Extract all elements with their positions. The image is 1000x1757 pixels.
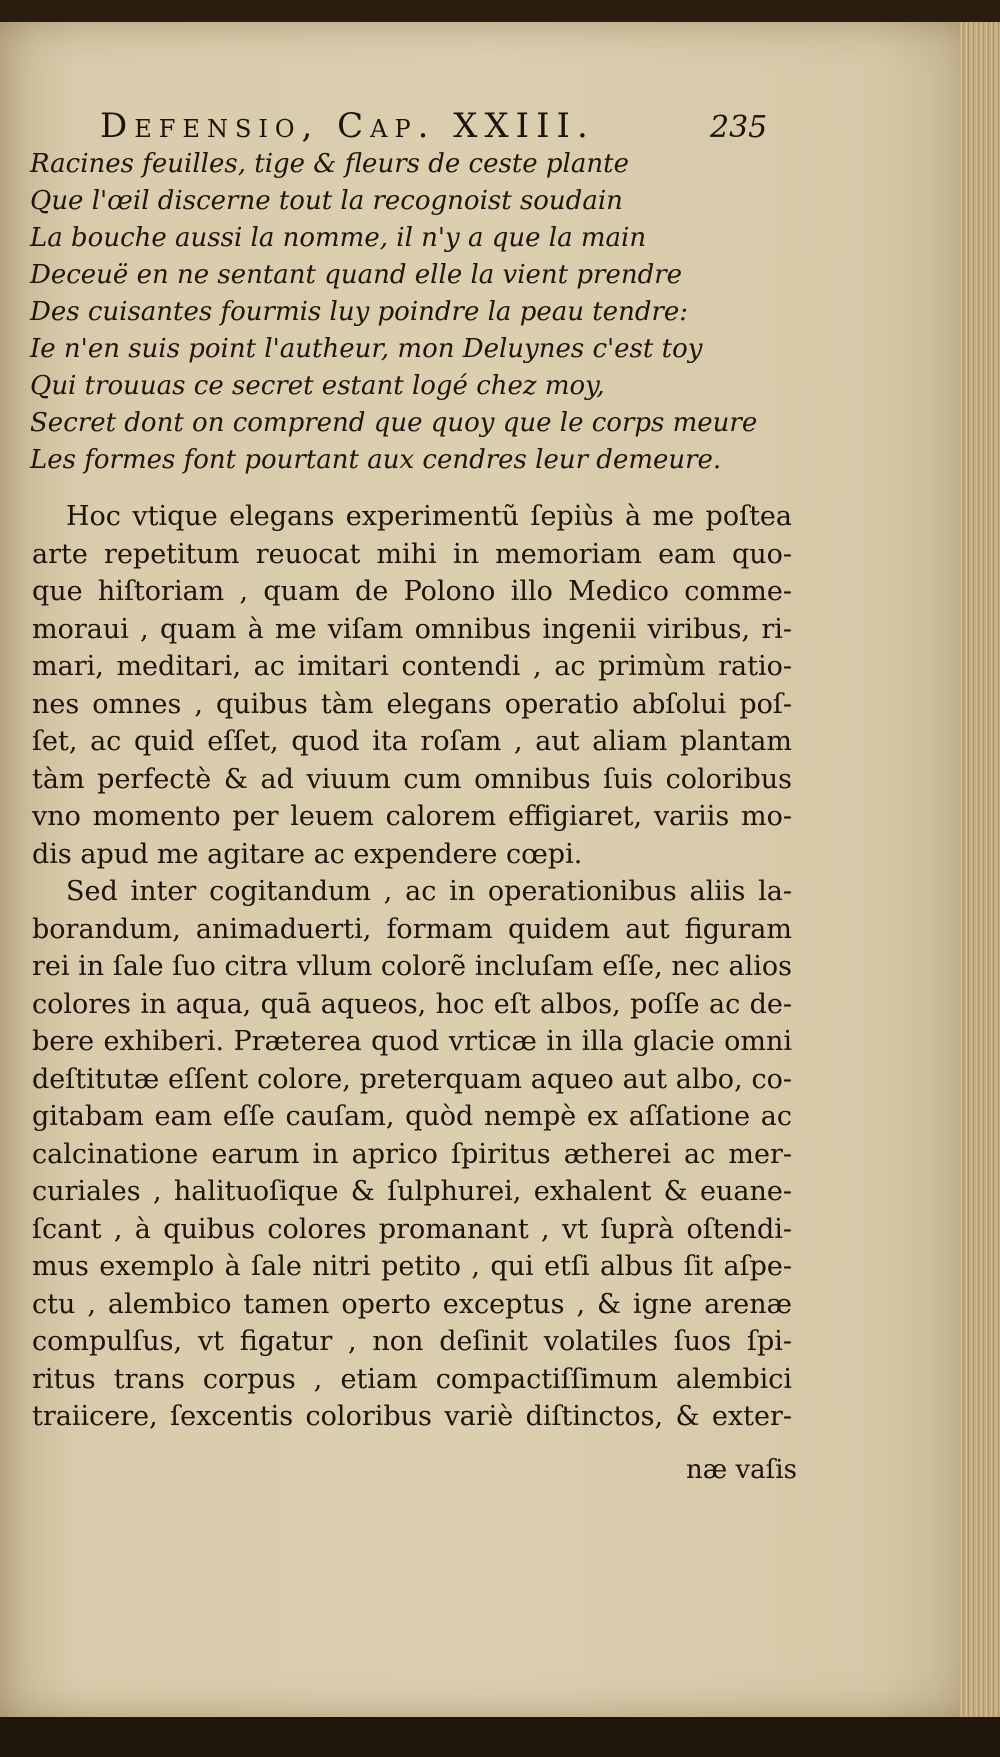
- paragraph-line: nes omnes , quibus tàm elegans operatio abſolui poſ-: [32, 688, 792, 720]
- paragraph-line: bere exhiberi. Præterea quod vrticæ in illa glacie omni: [32, 1026, 792, 1057]
- prose-block: [32, 498, 792, 1436]
- paragraph-line: ctu , alembico tamen operto exceptus , & igne arenæ: [32, 1288, 792, 1320]
- paragraph-line: que hiſtoriam , quam de Polono illo Medico comme-: [32, 576, 792, 607]
- paragraph-line: mus exemplo à ſale nitri petito , qui etſi albus ſit aſpe-: [32, 1251, 792, 1282]
- paragraph-line: moraui , quam à me viſam omnibus ingenii viribus, ri-: [32, 613, 792, 645]
- verse-line: Que l'œil discerne tout la recognoist soudain: [30, 186, 623, 216]
- paragraph-line: arte repetitum reuocat mihi in memoriam eam quo-: [32, 538, 792, 570]
- verse-line: Racines feuilles, tige & fleurs de ceste plante: [30, 149, 629, 179]
- verse-line: Secret dont on comprend que quoy que le corps meure: [30, 408, 758, 438]
- paragraph-line: Hoc vtique elegans experimentũ ſepiùs à me poſtea: [66, 501, 792, 532]
- paragraph-line: borandum, animaduerti, formam quidem aut figuram: [32, 913, 792, 945]
- paragraph-line: ſcant , à quibus colores promanant , vt ſuprà oſtendi-: [32, 1213, 792, 1245]
- paragraph-line: colores in aqua, quā aqueos, hoc eſt albos, poſſe ac de-: [32, 988, 792, 1020]
- paragraph-line: gitabam eam eſſe cauſam, quòd nempè ex aſſatione ac: [32, 1101, 792, 1132]
- verse-line: La bouche aussi la nomme, il n'y a que la main: [30, 223, 647, 253]
- bottom-margin-shadow: [0, 1717, 1000, 1757]
- paragraph-line: tàm perfectè & ad viuum cum omnibus ſuis coloribus: [32, 763, 792, 795]
- paragraph-line: rei in ſale ſuo citra vllum colorẽ incluſam eſſe, nec alios: [32, 951, 792, 982]
- paragraph-line: curiales , halituoſique & ſulphurei, exhalent & euane-: [32, 1176, 792, 1207]
- paragraph-line: calcinatione earum in aprico ſpiritus ætherei ac mer-: [32, 1138, 792, 1170]
- catchword: næ vaſis: [686, 1455, 797, 1485]
- verse-block: [30, 146, 758, 479]
- paragraph-line: dis apud me agitare ac expendere cœpi.: [32, 838, 583, 870]
- paragraph-line: traiicere, ſexcentis coloribus variè diſtinctos, & exter-: [32, 1401, 792, 1432]
- paragraph-line: Sed inter cogitandum , ac in operationibus aliis la-: [66, 876, 792, 907]
- verse-line: Ie n'en suis point l'autheur, mon Deluynes c'est toy: [30, 334, 703, 364]
- paragraph-line: ſet, ac quid eſſet, quod ita roſam , aut aliam plantam: [32, 726, 792, 757]
- page-number: 235: [710, 110, 768, 145]
- verse-line: Qui trouuas ce secret estant logé chez moy,: [30, 371, 605, 401]
- paragraph-line: mari, meditari, ac imitari contendi , ac primùm ratio-: [32, 651, 792, 682]
- verse-line: Les formes font pourtant aux cendres leur demeure.: [30, 445, 722, 475]
- paragraph-line: deſtitutæ eſſent colore, preterquam aqueo aut albo, co-: [32, 1063, 792, 1095]
- paragraph-line: ritus trans corpus , etiam compactiſſimum alembici: [32, 1363, 792, 1395]
- verse-line: Des cuisantes fourmis luy poindre la peau tendre:: [30, 297, 689, 327]
- running-title: Defensio, Cap. XXIII.: [100, 106, 595, 146]
- verse-line: Deceuë en ne sentant quand elle la vient prendre: [30, 260, 683, 290]
- paragraph-line: vno momento per leuem calorem effigiaret, variis mo-: [32, 801, 792, 832]
- paragraph-line: compulſus, vt figatur , non deſinit volatiles ſuos ſpi-: [32, 1326, 792, 1357]
- page-fore-edge: [960, 22, 1000, 1722]
